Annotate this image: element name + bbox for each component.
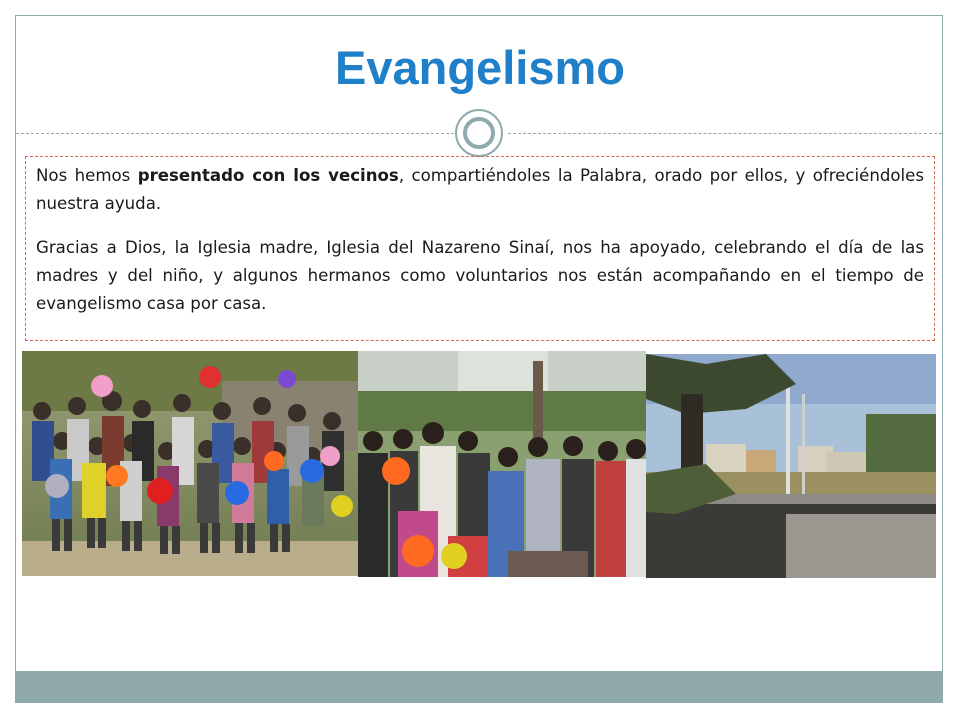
slide-title: Evangelismo [335, 41, 625, 94]
paragraph-1-prefix: Nos hemos [36, 166, 138, 185]
paragraph-1 [36, 162, 924, 218]
divider-circle-ornament [455, 109, 503, 157]
footer-bar [16, 671, 942, 702]
divider-right [508, 133, 942, 134]
paragraph-1-suffix: , compartiéndoles la Palabra, orado por ellos, y ofreciéndoles nuestra ayuda. [36, 166, 924, 213]
photo-women-balloons [358, 351, 646, 577]
paragraph-2: Gracias a Dios, la Iglesia madre, Iglesia del Nazareno Sinaí, nos ha apoyado, celebrando el día de las madres y del niño, y algunos hermanos como voluntarios nos están acompañando en el tiempo de evangelismo casa por casa. [36, 238, 924, 313]
text-box [25, 156, 935, 341]
photo-street [646, 354, 936, 578]
divider-left [16, 133, 454, 134]
paragraph-1-bold: presentado con los vecinos [137, 166, 399, 185]
divider-circle-inner [463, 117, 495, 149]
photo-children-balloons [22, 351, 358, 576]
